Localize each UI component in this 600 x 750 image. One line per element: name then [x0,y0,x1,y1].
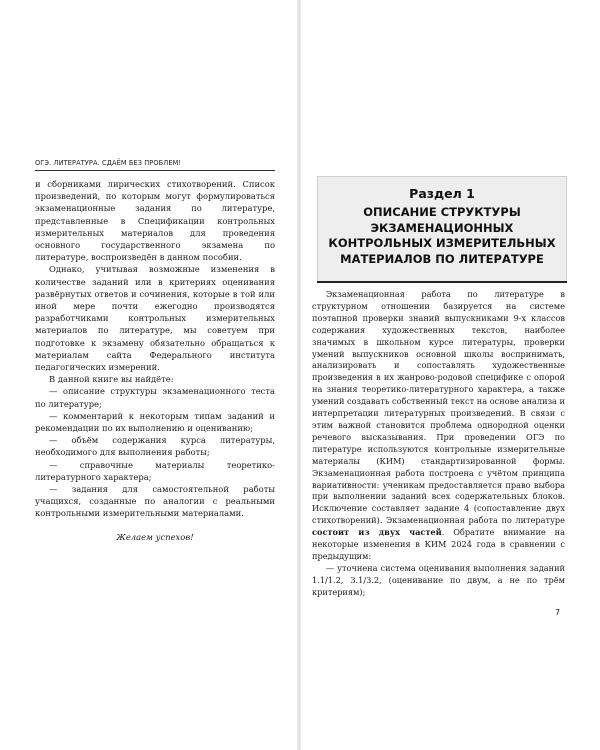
running-head-rule [35,170,275,171]
right-page [300,0,600,750]
list-item-course-content: — объём содержания курса литературы, необходимого для выполнения работы; [35,435,275,458]
section-label: Раздел 1 [409,186,475,201]
closing-wish: Желаем успехов! [116,531,194,542]
section-box-rule [317,281,567,283]
list-item-reference: — справочные материалы теоретико-литературного характера; [35,459,275,482]
list-item-changes: — уточнена система оценивания выполнения заданий 1.1/1.2, 3.1/3.2, (оценивание по двум, а не по трём критериям); [312,562,565,597]
paragraph-intro: и сборниками лирических стихотворений. Список произведений, по которым могут формулироваться экзаменационные задания по литературе, представленные в Спецификации контрольных измерительных материалов для проведения основного государственного экзамена по литературе, воспроизведён в данном пособии. [35,179,275,263]
left-text-block [35,178,275,543]
right-text-block [312,289,565,599]
paragraph-contents-lead: В данной книге вы найдёте: [49,374,174,385]
list-item-description: — описание структуры экзаменационного теста по литературе; [35,386,275,409]
section-title: ОПИСАНИЕ СТРУКТУРЫ ЭКЗАМЕНАЦИОННЫХ КОНТРОЛЬНЫХ ИЗМЕРИТЕЛЬНЫХ МАТЕРИАЛОВ ПО ЛИТЕРАТУРЕ [328,205,556,266]
list-item-commentary: — комментарий к некоторым типам заданий и рекомендации по их выполнению и оцениванию; [35,410,275,434]
running-head: ОГЭ. ЛИТЕРАТУРА. СДАЁМ БЕЗ ПРОБЛЕМ! [35,159,182,167]
page-number: 7 [555,608,561,617]
paragraph-structure-tail: . Обратите внимание на некоторые изменения в КИМ 2024 года в сравнении с предыдущим: [312,527,565,561]
section-header-box [317,176,567,282]
list-item-tasks: — задания для самостоятельной работы учащихся, созданные по аналогии с реальными контрольными измерительными материалами. [35,484,275,519]
paragraph-structure [312,289,565,563]
paragraph-structure-text: Экзаменационная работа по литературе в структурном отношении базируется на системе поэтапной проверки знаний выпускниками 9-х классов содержания художественных текстов, наиболее значимых в школьном курсе литературы, проверки умений выпускников основной школы воспринимать, анализировать и сопоставлять художественные произведения в их жанрово-родовой специфике с опорой на знания теоретико-литературного характера, а также умений создавать собственный текст на основе анализа и интерпретации литературных произведений. В связи с этим важной становится проблема однородной оценки речевого высказывания. При проведении ОГЭ по литературе используются контрольные измерительные материалы (КИМ) стандартизированной формы. Экзаменационная работа построена с учётом принципа вариативности: ученикам предоставляется право выбора при выполнении заданий всех содержательных блоков. Исключение составляет задание 4 (сопоставление двух стихотворений). Экзаменационная работа по литературе [312,289,565,526]
paragraph-however: Однако, учитывая возможные изменения в количестве заданий или в критериях оценивания развёрнутых ответов и сочинения, которые в той или иной мере почти ежегодно производятся разработчиками контрольных измерительных материалов по литературе, мы советуем при подготовке к экзамену обязательно обращаться к материалам сайта Федерального института педагогических измерений. [35,264,275,373]
left-page [0,0,298,750]
bold-two-parts: состоит из двух частей [312,527,442,538]
